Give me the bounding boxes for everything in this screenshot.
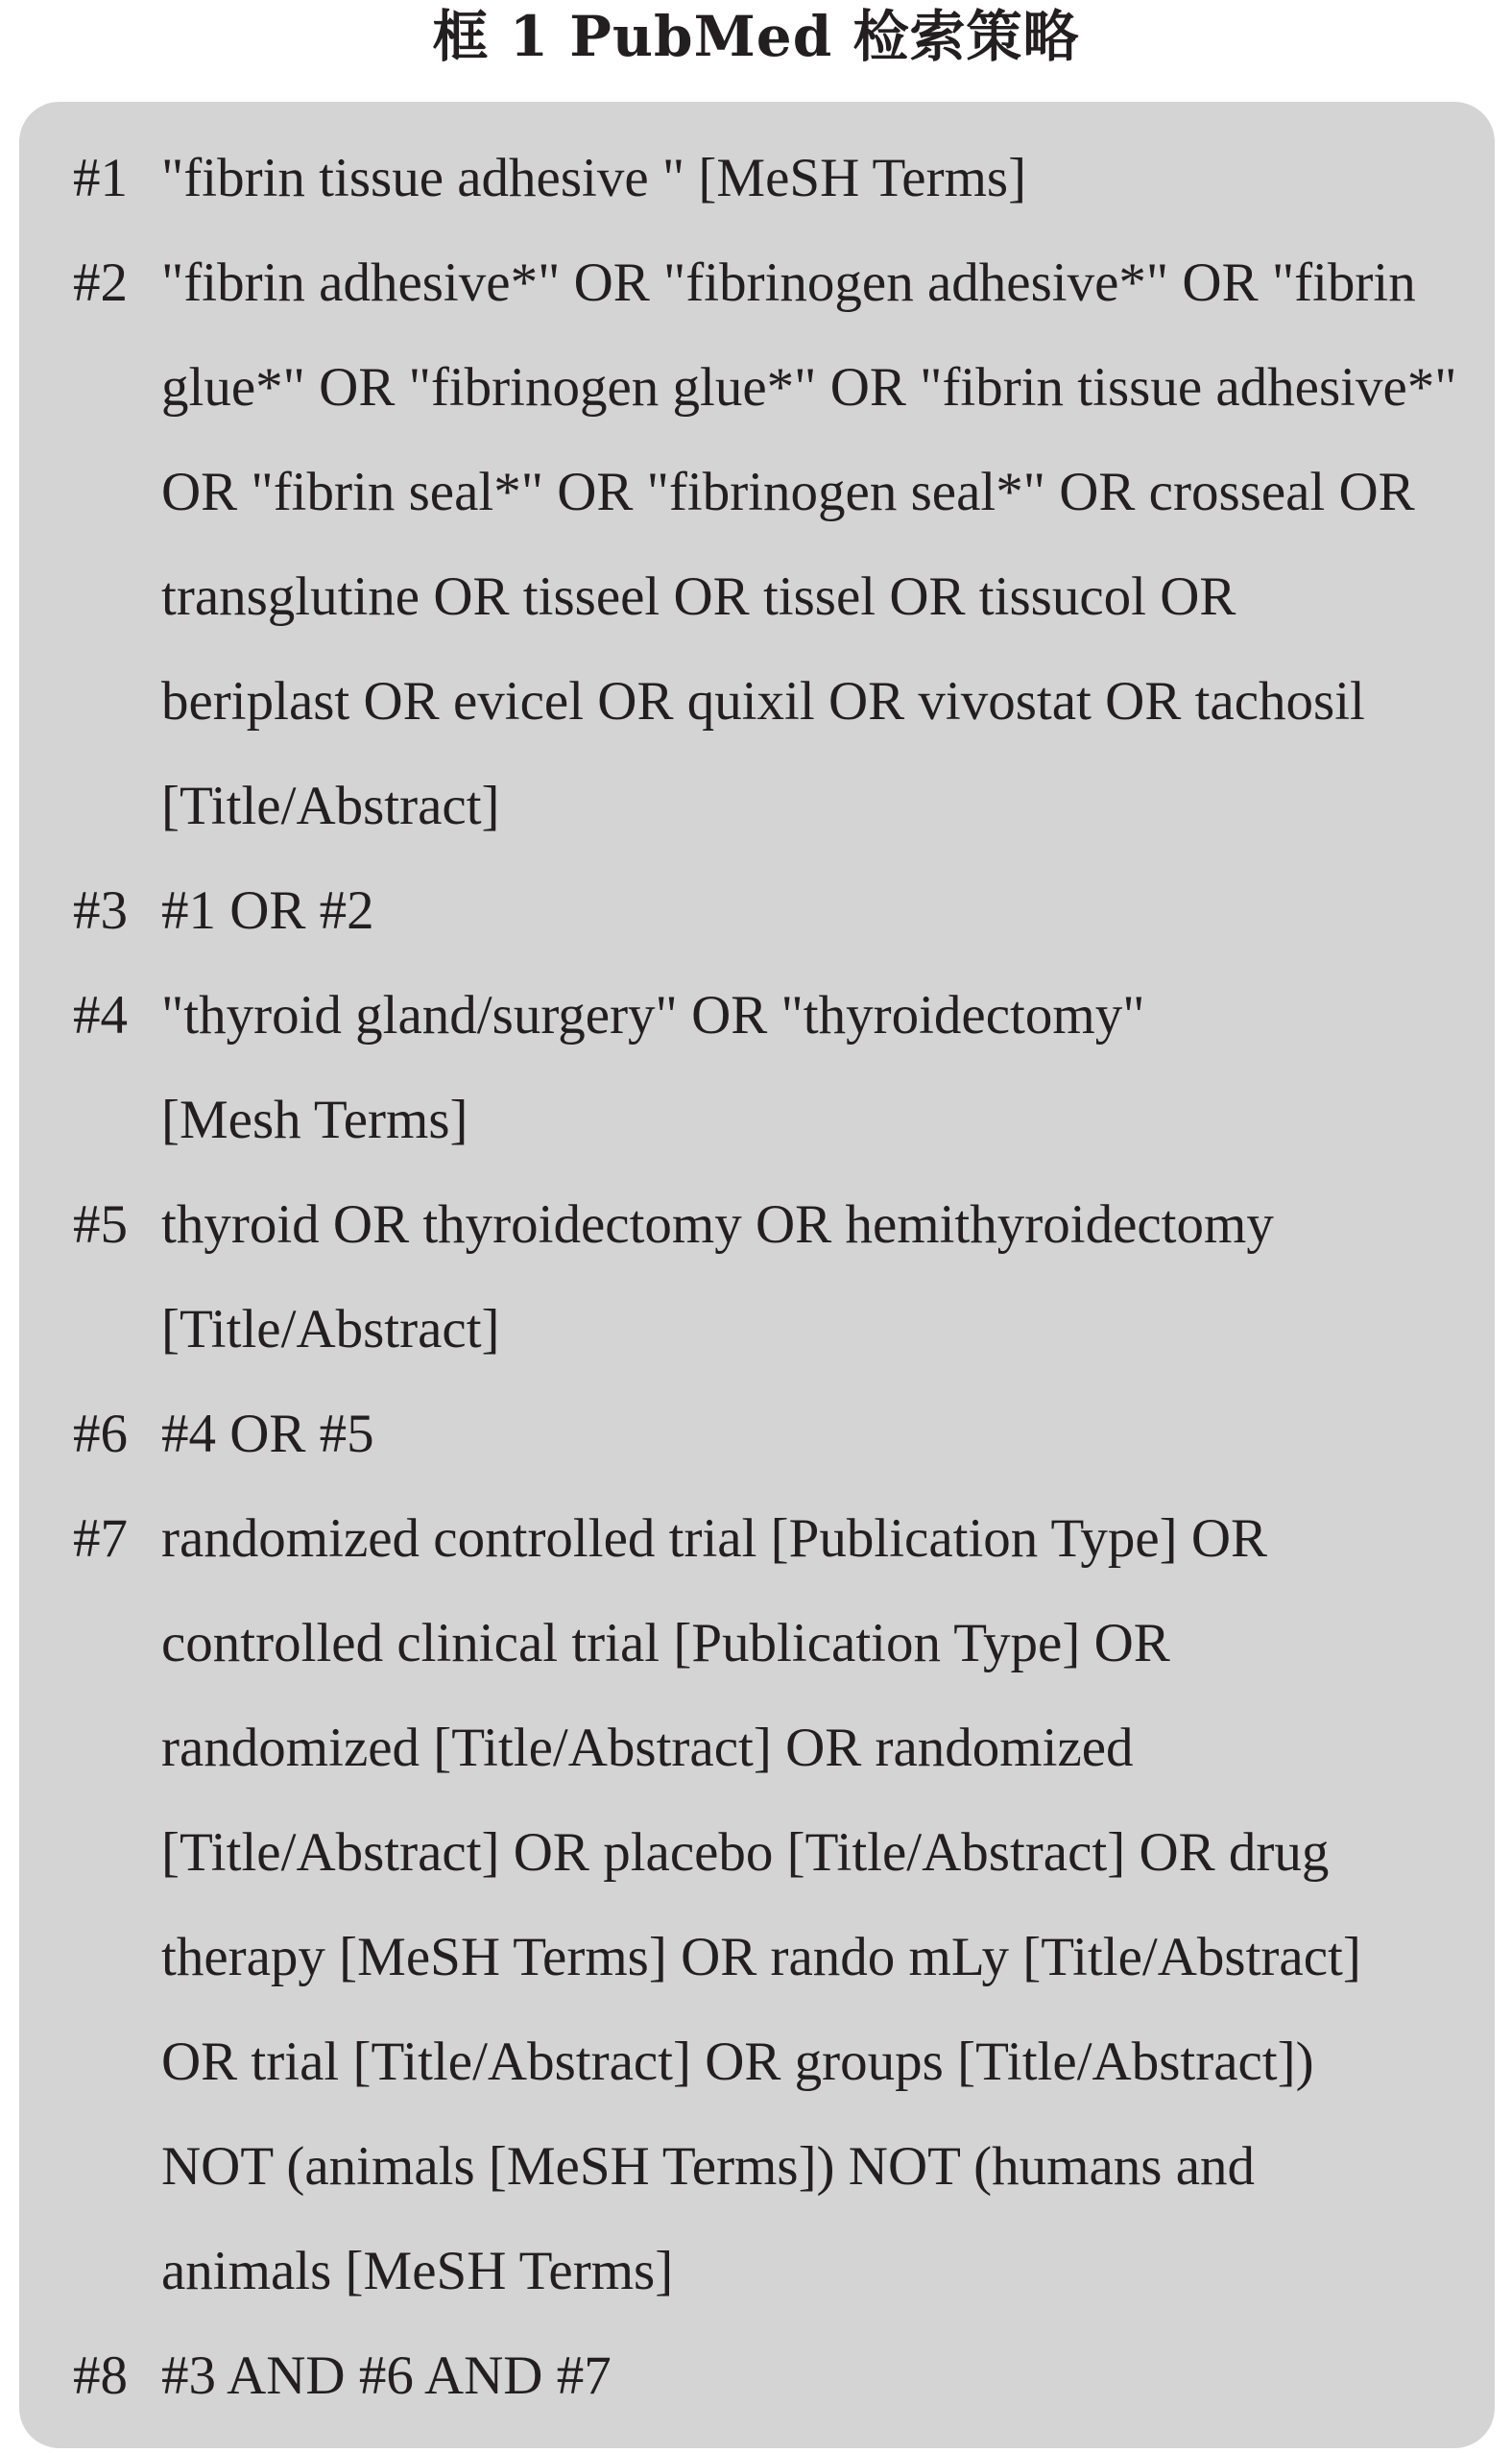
query-line: OR trial [Title/Abstract] OR groups [Title/Abstract]) (161, 2032, 1314, 2092)
query-line: beriplast OR evicel OR quixil OR vivostat OR tachosil (161, 671, 1365, 732)
query-line: "fibrin adhesive*" OR "fibrinogen adhesive*" OR "fibrin (161, 253, 1416, 313)
query-line: animals [MeSH Terms] (161, 2241, 674, 2301)
query-line: NOT (animals [MeSH Terms]) NOT (humans and (161, 2136, 1255, 2197)
query-line: randomized controlled trial [Publication Type] OR (161, 1508, 1268, 1569)
step-number: #2 (73, 253, 128, 313)
step-query (161, 858, 1481, 963)
query-line: #4 OR #5 (161, 1404, 374, 1464)
query-line: [Title/Abstract] OR placebo [Title/Abstract] OR drug (161, 1822, 1330, 1883)
query-line: [Title/Abstract] (161, 1299, 500, 1359)
query-line: #1 OR #2 (161, 880, 374, 941)
query-line: #3 AND #6 AND #7 (161, 2345, 612, 2406)
step-query (161, 2323, 1481, 2428)
step-number: #6 (73, 1404, 128, 1464)
step-number: #7 (73, 1508, 128, 1569)
step-query (161, 963, 1481, 1172)
query-line: "fibrin tissue adhesive " [MeSH Terms] (161, 148, 1027, 208)
step-query (161, 1486, 1481, 2323)
query-line: therapy [MeSH Terms] OR rando mLy [Title/Abstract] (161, 1927, 1361, 1987)
query-line: randomized [Title/Abstract] OR randomized (161, 1718, 1134, 1778)
query-line: [Title/Abstract] (161, 776, 500, 836)
search-strategy-panel (19, 102, 1495, 2448)
query-line: transglutine OR tisseel OR tissel OR tissucol OR (161, 566, 1236, 627)
query-line: thyroid OR thyroidectomy OR hemithyroidectomy (161, 1194, 1274, 1255)
step-query (161, 1382, 1481, 1486)
query-line: glue*" OR "fibrinogen glue*" OR "fibrin tissue adhesive*" (161, 357, 1457, 418)
step-query (161, 230, 1481, 858)
query-line: OR "fibrin seal*" OR "fibrinogen seal*" OR crosseal OR (161, 462, 1415, 522)
query-line: controlled clinical trial [Publication Type] OR (161, 1613, 1170, 1673)
query-line: [Mesh Terms] (161, 1090, 468, 1150)
step-number: #1 (73, 148, 128, 208)
box-title: 框 1 PubMed 检索策略 (432, 4, 1080, 69)
step-query (161, 1172, 1481, 1382)
step-number: #8 (73, 2345, 128, 2406)
query-line: "thyroid gland/surgery" OR "thyroidectomy" (161, 985, 1145, 1046)
step-number: #5 (73, 1194, 128, 1255)
step-number: #4 (73, 985, 128, 1046)
step-query (161, 126, 1481, 230)
step-number: #3 (73, 880, 128, 941)
